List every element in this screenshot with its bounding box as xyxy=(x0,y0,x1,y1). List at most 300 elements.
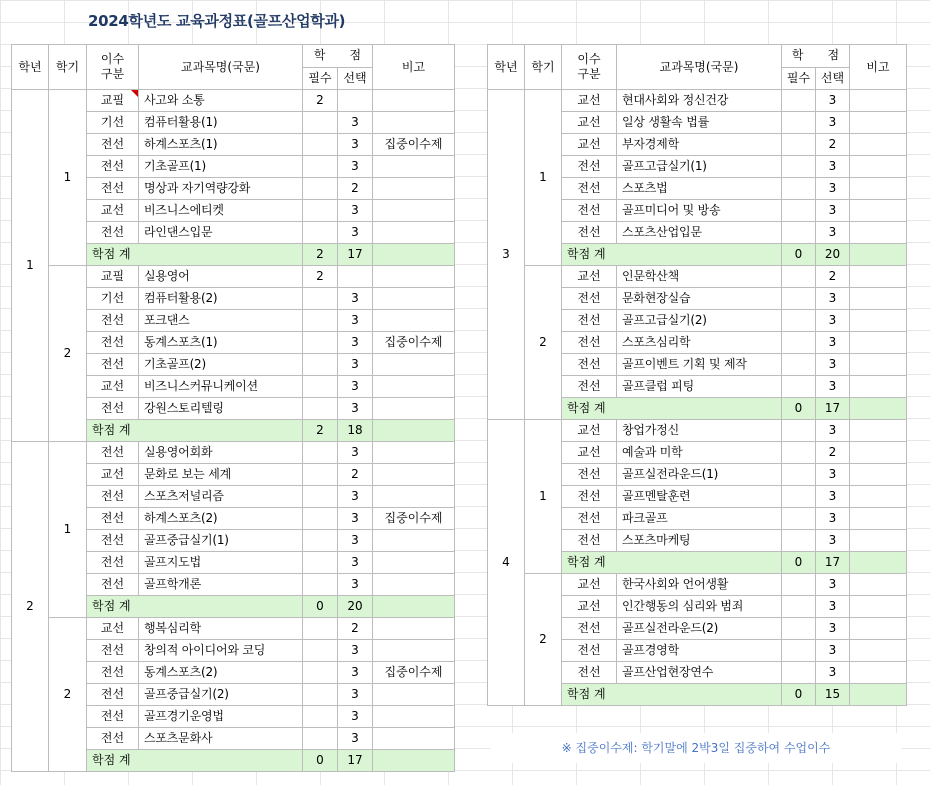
header-credits: 학 점 xyxy=(303,45,373,68)
credit-total-elective: 20 xyxy=(816,244,850,266)
header-elective: 선택 xyxy=(816,67,850,90)
header-year: 학년 xyxy=(12,45,49,90)
semester-cell: 2 xyxy=(525,266,562,420)
course-category: 교필 xyxy=(87,266,139,288)
course-name: 한국사회와 언어생활 xyxy=(617,574,782,596)
course-category: 교선 xyxy=(562,442,617,464)
course-category: 전선 xyxy=(562,640,617,662)
course-row xyxy=(488,420,907,442)
course-category: 전선 xyxy=(87,178,139,200)
course-category: 교선 xyxy=(87,376,139,398)
course-remark xyxy=(850,112,907,134)
semester-cell: 2 xyxy=(49,266,87,442)
required-credits xyxy=(303,662,338,684)
required-credits xyxy=(303,728,338,750)
course-remark xyxy=(373,728,455,750)
course-category: 전선 xyxy=(562,156,617,178)
course-category: 전선 xyxy=(562,464,617,486)
required-credits xyxy=(303,310,338,332)
course-remark xyxy=(850,464,907,486)
credit-total-required: 0 xyxy=(303,596,338,618)
header-category: 이수 구분 xyxy=(562,45,617,90)
credit-total-remark xyxy=(373,244,455,266)
course-name: 스포츠저널리즘 xyxy=(139,486,303,508)
credit-total-elective: 17 xyxy=(338,244,373,266)
elective-credits: 3 xyxy=(816,464,850,486)
elective-credits: 3 xyxy=(338,354,373,376)
course-name: 스포츠산업입문 xyxy=(617,222,782,244)
course-name: 골프실전라운드(1) xyxy=(617,464,782,486)
course-category: 교선 xyxy=(562,420,617,442)
course-row xyxy=(488,574,907,596)
course-category: 전선 xyxy=(562,178,617,200)
elective-credits: 3 xyxy=(338,332,373,354)
elective-credits: 3 xyxy=(338,398,373,420)
course-remark xyxy=(850,486,907,508)
required-credits xyxy=(303,376,338,398)
elective-credits: 3 xyxy=(816,90,850,112)
course-name: 동계스포츠(1) xyxy=(139,332,303,354)
course-name: 기초골프(2) xyxy=(139,354,303,376)
header-row xyxy=(12,45,455,68)
elective-credits: 3 xyxy=(338,662,373,684)
course-name: 골프지도법 xyxy=(139,552,303,574)
course-remark xyxy=(373,200,455,222)
course-category: 전선 xyxy=(562,530,617,552)
course-remark xyxy=(373,222,455,244)
elective-credits: 3 xyxy=(338,376,373,398)
course-remark xyxy=(850,574,907,596)
course-category: 기선 xyxy=(87,288,139,310)
course-category: 교선 xyxy=(562,266,617,288)
elective-credits: 3 xyxy=(816,376,850,398)
course-name: 골프실전라운드(2) xyxy=(617,618,782,640)
course-remark xyxy=(373,398,455,420)
credit-total-label: 학점 계 xyxy=(562,684,782,706)
header-year: 학년 xyxy=(488,45,525,90)
required-credits xyxy=(303,398,338,420)
course-remark: 집중이수제 xyxy=(373,332,455,354)
course-name: 스포츠법 xyxy=(617,178,782,200)
credit-total-required: 0 xyxy=(782,244,816,266)
required-credits xyxy=(303,354,338,376)
course-name: 행복심리학 xyxy=(139,618,303,640)
elective-credits: 3 xyxy=(338,728,373,750)
elective-credits: 2 xyxy=(816,266,850,288)
course-category: 교선 xyxy=(562,112,617,134)
course-name: 예술과 미학 xyxy=(617,442,782,464)
course-name: 골프경기운영법 xyxy=(139,706,303,728)
course-name: 스포츠마케팅 xyxy=(617,530,782,552)
header-remarks: 비고 xyxy=(850,45,907,90)
course-name: 실용영어 xyxy=(139,266,303,288)
required-credits xyxy=(782,574,816,596)
course-remark xyxy=(373,112,455,134)
required-credits xyxy=(303,156,338,178)
header-remarks: 비고 xyxy=(373,45,455,90)
elective-credits: 3 xyxy=(338,222,373,244)
required-credits xyxy=(782,200,816,222)
course-remark xyxy=(373,640,455,662)
elective-credits: 2 xyxy=(816,442,850,464)
course-name: 골프산업현장연수 xyxy=(617,662,782,684)
elective-credits: 3 xyxy=(338,200,373,222)
course-remark xyxy=(850,266,907,288)
credit-total-label: 학점 계 xyxy=(562,244,782,266)
course-category: 전선 xyxy=(562,662,617,684)
credit-total-required: 0 xyxy=(782,398,816,420)
elective-credits: 3 xyxy=(338,288,373,310)
course-name: 골프클럽 피팅 xyxy=(617,376,782,398)
elective-credits: 3 xyxy=(816,178,850,200)
header-category: 이수 구분 xyxy=(87,45,139,90)
header-subject: 교과목명(국문) xyxy=(617,45,782,90)
credit-total-label: 학점 계 xyxy=(87,420,303,442)
credit-total-elective: 15 xyxy=(816,684,850,706)
course-category: 전선 xyxy=(562,354,617,376)
course-remark xyxy=(373,618,455,640)
course-category: 전선 xyxy=(87,332,139,354)
elective-credits: 3 xyxy=(338,640,373,662)
curriculum-table-right xyxy=(487,44,907,706)
elective-credits: 2 xyxy=(338,464,373,486)
course-name: 일상 생활속 법률 xyxy=(617,112,782,134)
course-name: 부자경제학 xyxy=(617,134,782,156)
header-row xyxy=(488,45,907,68)
course-category: 교선 xyxy=(562,90,617,112)
required-credits xyxy=(782,288,816,310)
course-category: 전선 xyxy=(87,442,139,464)
required-credits xyxy=(782,134,816,156)
course-remark xyxy=(373,178,455,200)
course-category: 전선 xyxy=(562,508,617,530)
elective-credits: 3 xyxy=(816,310,850,332)
elective-credits: 2 xyxy=(816,134,850,156)
course-remark xyxy=(850,508,907,530)
credit-total-elective: 17 xyxy=(816,552,850,574)
course-remark xyxy=(850,310,907,332)
elective-credits: 3 xyxy=(816,508,850,530)
course-remark: 집중이수제 xyxy=(373,508,455,530)
elective-credits: 3 xyxy=(338,442,373,464)
course-category: 전선 xyxy=(562,222,617,244)
course-category: 전선 xyxy=(562,618,617,640)
required-credits xyxy=(782,222,816,244)
elective-credits: 3 xyxy=(816,222,850,244)
course-remark xyxy=(373,706,455,728)
required-credits xyxy=(782,156,816,178)
required-credits xyxy=(782,354,816,376)
course-category: 교선 xyxy=(87,464,139,486)
course-remark xyxy=(850,596,907,618)
course-remark xyxy=(850,354,907,376)
required-credits xyxy=(303,288,338,310)
elective-credits: 2 xyxy=(338,178,373,200)
required-credits xyxy=(303,574,338,596)
course-name: 골프경영학 xyxy=(617,640,782,662)
course-remark xyxy=(373,90,455,112)
course-category: 전선 xyxy=(87,662,139,684)
semester-cell: 2 xyxy=(525,574,562,706)
required-credits xyxy=(303,332,338,354)
year-cell: 1 xyxy=(12,90,49,442)
course-name: 명상과 자기역량강화 xyxy=(139,178,303,200)
elective-credits: 3 xyxy=(816,530,850,552)
required-credits xyxy=(782,310,816,332)
elective-credits: 3 xyxy=(338,706,373,728)
course-name: 스포츠심리학 xyxy=(617,332,782,354)
elective-credits xyxy=(338,266,373,288)
required-credits xyxy=(782,442,816,464)
course-row xyxy=(12,618,455,640)
required-credits xyxy=(782,464,816,486)
course-remark xyxy=(850,134,907,156)
course-category: 전선 xyxy=(562,486,617,508)
course-name: 문화현장실습 xyxy=(617,288,782,310)
required-credits: 2 xyxy=(303,266,338,288)
course-remark xyxy=(850,332,907,354)
course-remark xyxy=(373,684,455,706)
course-remark: 집중이수제 xyxy=(373,134,455,156)
course-name: 컴퓨터활용(2) xyxy=(139,288,303,310)
course-remark xyxy=(850,178,907,200)
course-name: 비즈니스커뮤니케이션 xyxy=(139,376,303,398)
course-name: 골프중급실기(2) xyxy=(139,684,303,706)
course-remark xyxy=(373,310,455,332)
course-name: 창업가정신 xyxy=(617,420,782,442)
course-category-text: 교필 xyxy=(100,93,125,107)
course-remark xyxy=(850,618,907,640)
course-name: 비즈니스에티켓 xyxy=(139,200,303,222)
required-credits: 2 xyxy=(303,90,338,112)
course-category xyxy=(87,90,139,112)
course-name: 골프이벤트 기획 및 제작 xyxy=(617,354,782,376)
course-remark xyxy=(850,200,907,222)
course-remark xyxy=(850,156,907,178)
course-category: 전선 xyxy=(87,640,139,662)
required-credits xyxy=(782,596,816,618)
course-category: 전선 xyxy=(562,310,617,332)
footnote: ※ 집중이수제: 학기말에 2박3일 집중하여 수업이수 xyxy=(490,733,902,763)
required-credits xyxy=(303,134,338,156)
course-category: 전선 xyxy=(87,398,139,420)
course-name: 골프멘탈훈련 xyxy=(617,486,782,508)
course-remark xyxy=(850,90,907,112)
credit-total-elective: 18 xyxy=(338,420,373,442)
course-name: 강원스토리텔링 xyxy=(139,398,303,420)
course-name: 하계스포츠(2) xyxy=(139,508,303,530)
semester-cell: 1 xyxy=(49,442,87,618)
course-category: 교선 xyxy=(562,134,617,156)
course-remark: 집중이수제 xyxy=(373,662,455,684)
course-name: 동계스포츠(2) xyxy=(139,662,303,684)
elective-credits: 3 xyxy=(338,684,373,706)
course-name: 골프학개론 xyxy=(139,574,303,596)
course-category: 전선 xyxy=(87,574,139,596)
credit-total-remark xyxy=(850,398,907,420)
course-name: 골프중급실기(1) xyxy=(139,530,303,552)
required-credits xyxy=(782,178,816,200)
required-credits xyxy=(782,530,816,552)
credit-total-required: 0 xyxy=(782,552,816,574)
course-category: 전선 xyxy=(562,200,617,222)
required-credits xyxy=(782,662,816,684)
elective-credits: 3 xyxy=(816,332,850,354)
elective-credits: 3 xyxy=(338,486,373,508)
elective-credits: 3 xyxy=(816,420,850,442)
header-semester: 학기 xyxy=(525,45,562,90)
course-category: 전선 xyxy=(87,706,139,728)
course-category: 전선 xyxy=(87,354,139,376)
required-credits xyxy=(782,508,816,530)
year-cell: 2 xyxy=(12,442,49,772)
required-credits xyxy=(782,486,816,508)
course-remark xyxy=(373,156,455,178)
credit-total-remark xyxy=(373,750,455,772)
course-category: 전선 xyxy=(87,728,139,750)
course-remark xyxy=(850,442,907,464)
required-credits xyxy=(303,618,338,640)
required-credits xyxy=(303,200,338,222)
header-semester: 학기 xyxy=(49,45,87,90)
required-credits xyxy=(303,684,338,706)
required-credits xyxy=(782,618,816,640)
course-row xyxy=(488,90,907,112)
credit-total-required: 0 xyxy=(782,684,816,706)
elective-credits: 3 xyxy=(816,596,850,618)
header-required: 필수 xyxy=(782,67,816,90)
elective-credits: 3 xyxy=(338,134,373,156)
course-row xyxy=(12,442,455,464)
course-name: 인간행동의 심리와 범죄 xyxy=(617,596,782,618)
credit-total-label: 학점 계 xyxy=(87,596,303,618)
elective-credits: 3 xyxy=(816,574,850,596)
credit-total-elective: 17 xyxy=(816,398,850,420)
header-credits: 학 점 xyxy=(782,45,850,68)
credit-total-elective: 17 xyxy=(338,750,373,772)
elective-credits: 3 xyxy=(816,354,850,376)
elective-credits: 3 xyxy=(338,112,373,134)
required-credits xyxy=(303,552,338,574)
course-category: 교선 xyxy=(87,618,139,640)
required-credits xyxy=(303,508,338,530)
course-name: 하계스포츠(1) xyxy=(139,134,303,156)
header-required: 필수 xyxy=(303,67,338,90)
course-remark xyxy=(373,376,455,398)
course-category: 교선 xyxy=(87,200,139,222)
course-name: 골프고급실기(2) xyxy=(617,310,782,332)
required-credits xyxy=(782,90,816,112)
elective-credits: 3 xyxy=(816,288,850,310)
required-credits xyxy=(303,706,338,728)
course-category: 전선 xyxy=(562,288,617,310)
course-row xyxy=(12,90,455,112)
course-remark xyxy=(373,574,455,596)
comment-marker-icon xyxy=(131,90,138,97)
semester-cell: 1 xyxy=(525,90,562,266)
course-name: 창의적 아이디어와 코딩 xyxy=(139,640,303,662)
credit-total-remark xyxy=(373,596,455,618)
course-remark xyxy=(850,420,907,442)
course-name: 컴퓨터활용(1) xyxy=(139,112,303,134)
course-name: 현대사회와 정신건강 xyxy=(617,90,782,112)
required-credits xyxy=(303,442,338,464)
credit-total-label: 학점 계 xyxy=(87,244,303,266)
course-category: 교선 xyxy=(562,574,617,596)
elective-credits: 3 xyxy=(338,156,373,178)
course-category: 전선 xyxy=(87,530,139,552)
course-row xyxy=(12,266,455,288)
required-credits xyxy=(303,112,338,134)
elective-credits xyxy=(338,90,373,112)
year-cell: 3 xyxy=(488,90,525,420)
credit-total-required: 0 xyxy=(303,750,338,772)
elective-credits: 3 xyxy=(338,552,373,574)
course-name: 실용영어회화 xyxy=(139,442,303,464)
course-name: 인문학산책 xyxy=(617,266,782,288)
required-credits xyxy=(303,464,338,486)
semester-cell: 2 xyxy=(49,618,87,772)
course-remark xyxy=(373,530,455,552)
required-credits xyxy=(303,640,338,662)
course-remark xyxy=(373,266,455,288)
required-credits xyxy=(782,420,816,442)
elective-credits: 3 xyxy=(338,530,373,552)
course-category: 전선 xyxy=(87,310,139,332)
credit-total-label: 학점 계 xyxy=(87,750,303,772)
course-category: 교선 xyxy=(562,596,617,618)
course-category: 전선 xyxy=(562,376,617,398)
course-remark xyxy=(373,486,455,508)
course-category: 전선 xyxy=(562,332,617,354)
course-name: 포크댄스 xyxy=(139,310,303,332)
required-credits xyxy=(303,486,338,508)
required-credits xyxy=(782,332,816,354)
course-category: 전선 xyxy=(87,222,139,244)
page-title: 2024학년도 교육과정표(골프산업학과) xyxy=(88,12,346,30)
course-remark xyxy=(850,288,907,310)
course-name: 사고와 소통 xyxy=(139,90,303,112)
header-elective: 선택 xyxy=(338,67,373,90)
course-name: 골프고급실기(1) xyxy=(617,156,782,178)
elective-credits: 3 xyxy=(338,310,373,332)
course-remark xyxy=(850,530,907,552)
course-category: 전선 xyxy=(87,486,139,508)
semester-cell: 1 xyxy=(525,420,562,574)
course-name: 라인댄스입문 xyxy=(139,222,303,244)
elective-credits: 3 xyxy=(338,574,373,596)
course-remark xyxy=(373,552,455,574)
credit-total-remark xyxy=(850,244,907,266)
course-name: 기초골프(1) xyxy=(139,156,303,178)
course-name: 문화로 보는 세계 xyxy=(139,464,303,486)
course-row xyxy=(488,266,907,288)
elective-credits: 3 xyxy=(816,640,850,662)
elective-credits: 2 xyxy=(338,618,373,640)
credit-total-remark xyxy=(373,420,455,442)
course-category: 전선 xyxy=(87,508,139,530)
course-category: 전선 xyxy=(87,552,139,574)
course-category: 기선 xyxy=(87,112,139,134)
header-subject: 교과목명(국문) xyxy=(139,45,303,90)
course-name: 골프미디어 및 방송 xyxy=(617,200,782,222)
course-remark xyxy=(373,354,455,376)
year-cell: 4 xyxy=(488,420,525,706)
course-remark xyxy=(850,640,907,662)
elective-credits: 3 xyxy=(338,508,373,530)
elective-credits: 3 xyxy=(816,112,850,134)
course-remark xyxy=(850,222,907,244)
